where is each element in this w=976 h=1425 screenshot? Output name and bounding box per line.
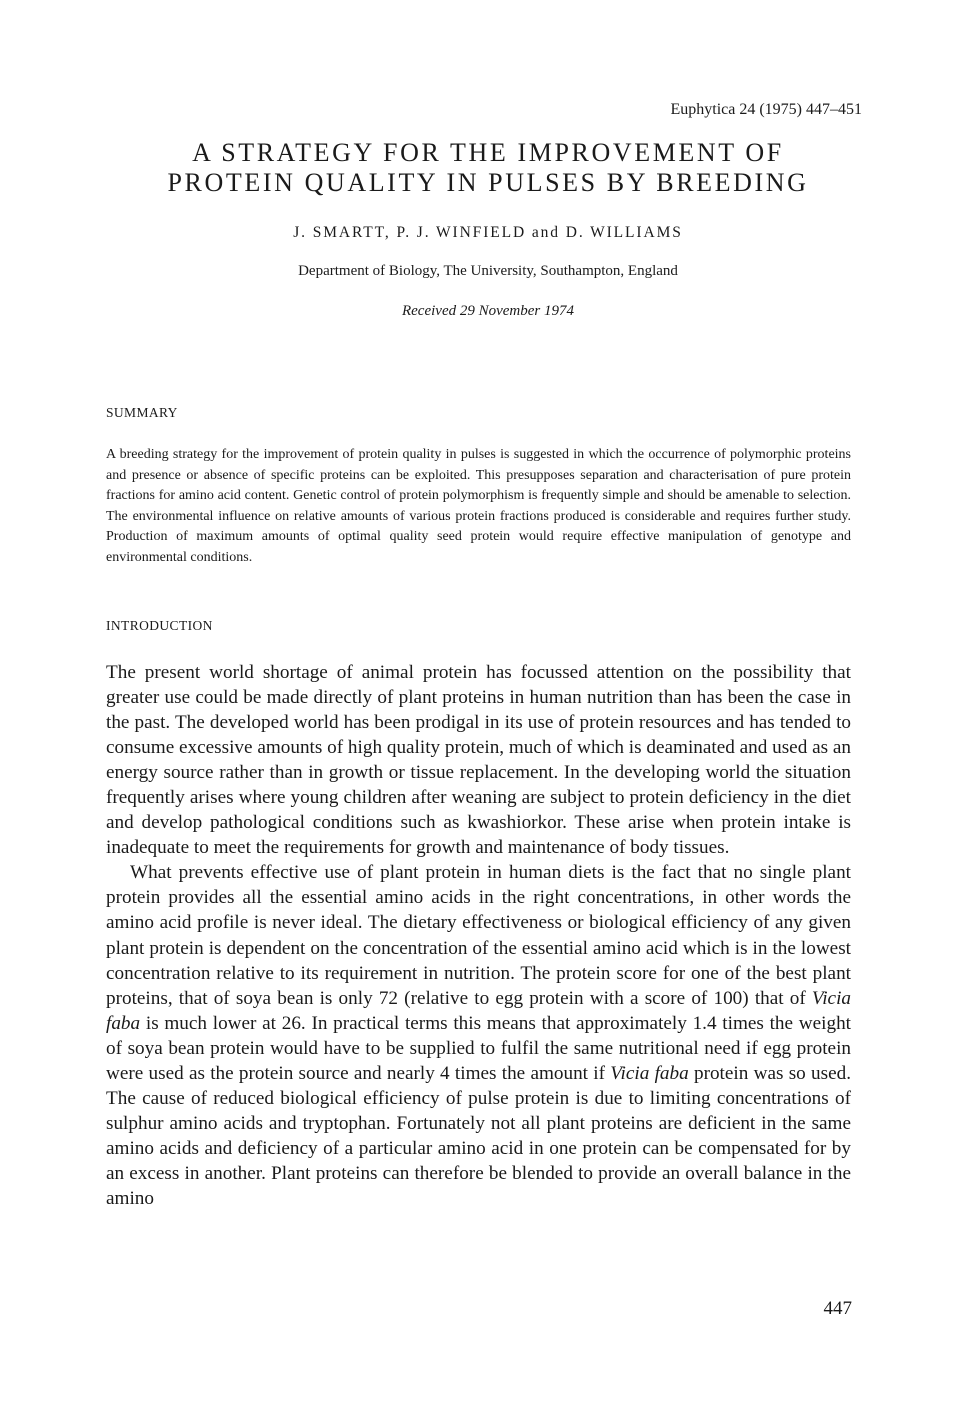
received-date: Received 29 November 1974 xyxy=(401,303,575,319)
species-name: Vicia faba xyxy=(610,1062,689,1084)
authors: J. SMARTT, P. J. WINFIELD and D. WILLIAMS xyxy=(293,224,683,241)
title-line-2: PROTEIN QUALITY IN PULSES BY BREEDING xyxy=(167,168,809,197)
journal-reference: Euphytica 24 (1975) 447–451 xyxy=(670,101,862,118)
introduction-heading: INTRODUCTION xyxy=(106,618,213,633)
article-title xyxy=(100,138,876,198)
page-number: 447 xyxy=(823,1298,852,1319)
intro-paragraph-1: The present world shortage of animal protein has focussed attention on the possibility that greater use could be made directly of plant proteins in human nutrition than has been the case in the past. The developed world has been prodigal in its use of protein resources and has tended to consume excessive amounts of high quality protein, much of which is deaminated and used as an energy source rather than in growth or tissue replacement. In the developing world the situation frequently arises where young children after weaning are subject to protein deficiency in the diet and develop pathological conditions such as kwashiorkor. These arise when protein intake is inadequate to meet the requirements for growth and maintenance of body tissues. xyxy=(106,662,851,859)
title-line-1: A STRATEGY FOR THE IMPROVEMENT OF xyxy=(192,138,784,167)
summary-text: A breeding strategy for the improvement of protein quality in pulses is suggested in which the occurrence of polymorphic proteins and presence or absence of specific proteins can be exploited. This presupposes separation and characterisation of pure protein fractions for amino acid content. Genetic control of protein polymorphism is frequently simple and should be amenable to selection. The environmental influence on relative amounts of various protein fractions produced is considerable and requires further study. Production of maximum amounts of optimal quality seed protein would require effective manipulation of genotype and environmental conditions. xyxy=(106,447,851,565)
introduction-body xyxy=(106,660,851,1211)
p2-text-a: What prevents effective use of plant protein in human diets is the fact that no single plant protein provides all the essential amino acids in the right concentrations, in other words the amino acid profile is never ideal. The dietary effectiveness or biological efficiency of any given plant protein is dependent on the concentration of the essential amino acid which is in the lowest concentration relative to its requirement in nutrition. The protein score for one of the best plant proteins, that of soya bean is only 72 (relative to egg protein with a score of 100) that of xyxy=(106,862,851,1009)
intro-paragraph-2 xyxy=(106,860,851,1211)
affiliation: Department of Biology, The University, Southampton, England xyxy=(298,263,678,279)
p2-text-b: is much lower at 26. In practical terms this means that approximately 1.4 times the weight of soya bean protein would have to be supplied to fulfil the same nutritional need if egg protein were used as the protein source and nearly 4 times the amount if xyxy=(106,1012,851,1084)
summary-heading: SUMMARY xyxy=(106,405,178,420)
species-name: Vicia faba xyxy=(106,987,851,1034)
p2-text-c: protein was so used. The cause of reduced biological efficiency of pulse protein is due to limiting concentrations of sulphur amino acids and tryptophan. Fortunately not all plant proteins are deficient in the same amino acids and deficiency of a particular amino acid in one protein can be compensated for by an excess in another. Plant proteins can therefore be blended to provide an overall balance in the amino xyxy=(106,1062,851,1209)
